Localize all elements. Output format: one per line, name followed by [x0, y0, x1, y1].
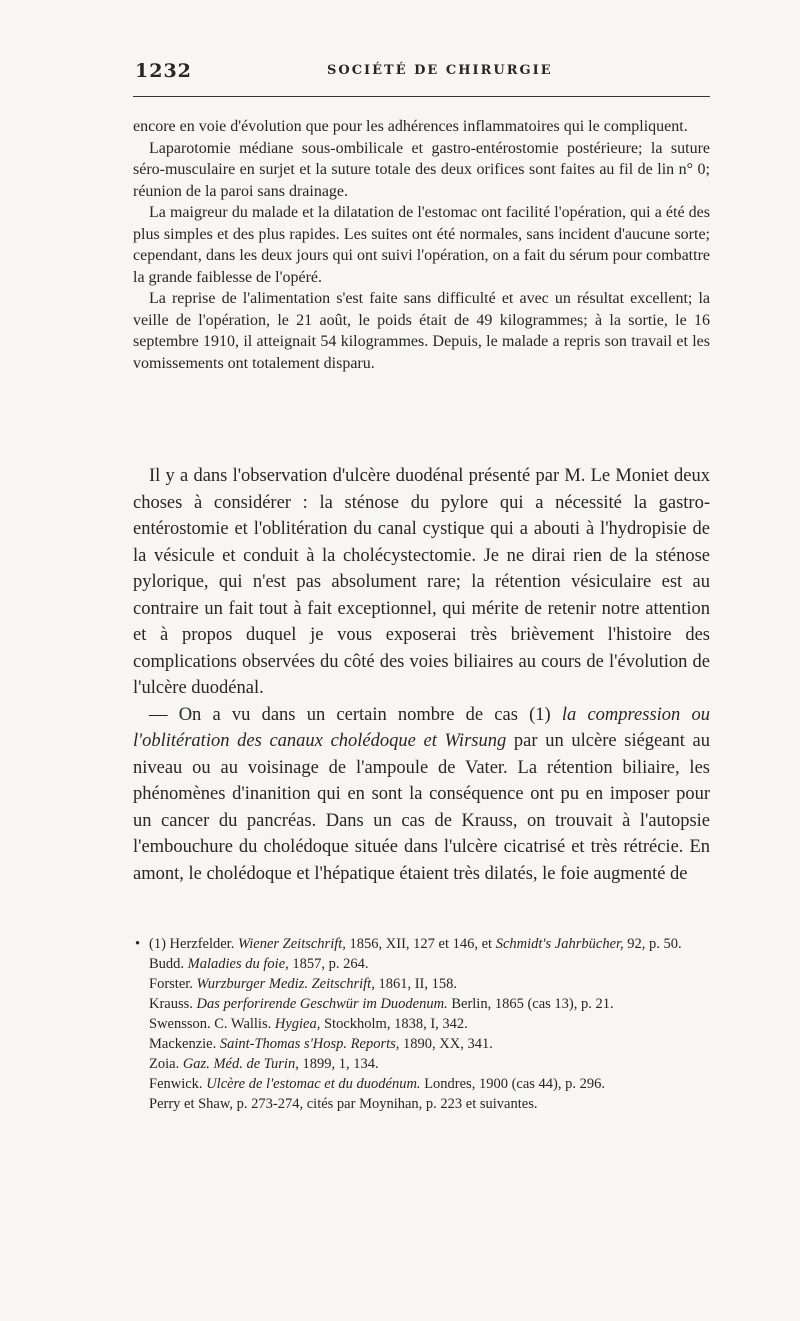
footnote: Swensson. C. Wallis. Hygiea, Stockholm, 1838, I, 342. — [149, 1016, 468, 1032]
footnote: Budd. Maladies du foie, 1857, p. 264. — [149, 956, 369, 972]
discussion-text — [133, 463, 710, 887]
page-header — [135, 60, 710, 88]
text-run: par un ulcère siégeant au niveau ou au voisinage de l'ampoule de Vater. La rétention biliaire, les phénomènes d'inanition qui en sont la conséquence ont pu en imposer pour un cancer du pancréas. Dans un cas de Krauss, on trouvait à l'autopsie l'embouchure du cholédoque située dans l'ulcère cicatrisé et très rétrécie. En amont, le cholédoque et l'hépatique étaient très dilatés, le foie augmenté de — [133, 731, 710, 884]
case-paragraph: La maigreur du malade et la dilatation de l'estomac ont facilité l'opération, qui a été des plus simples et des plus rapides. Les suites ont été normales, sans incident d'aucune sorte; cependant, dans les deux jours qui ont suivi l'opération, on a fait du sérum pour combattre la grande faiblesse de l'opéré. — [133, 204, 710, 286]
case-paragraph: Laparotomie médiane sous-ombilicale et gastro-entérostomie postérieure; la suture séro-musculaire en surjet et la suture totale des deux orifices sont faites au fil de lin n° 0; réunion de la paroi sans drainage. — [133, 139, 710, 200]
case-report-text — [133, 116, 710, 374]
footnote: • (1) Herzfelder. Wiener Zeitschrift, 1856, XII, 127 et 146, et Schmidt's Jahrbücher, 92, p. 50. — [133, 934, 710, 954]
footnote: Perry et Shaw, p. 273-274, cités par Moynihan, p. 223 et suivantes. — [149, 1096, 538, 1112]
page-number: 1232 — [135, 60, 192, 82]
footnote: Zoia. Gaz. Méd. de Turin, 1899, 1, 134. — [149, 1056, 379, 1072]
footnote: Mackenzie. Saint-Thomas s'Hosp. Reports, 1890, XX, 341. — [149, 1036, 493, 1052]
running-head: SOCIÉTÉ DE CHIRURGIE — [327, 63, 553, 78]
text-run: — On a vu dans un certain nombre de cas (1) — [149, 704, 562, 725]
case-paragraph: encore en voie d'évolution que pour les adhérences inflammatoires qui le compliquent. — [133, 118, 688, 135]
footnote: Forster. Wurzburger Mediz. Zeitschrift, 1861, II, 158. — [149, 976, 458, 992]
discussion-paragraph — [133, 702, 710, 888]
discussion-paragraph: Il y a dans l'observation d'ulcère duodénal présenté par M. Le Moniet deux choses à considérer : la sténose du pylore qui a nécessité la gastro-entérostomie et l'oblitération du canal cystique qui a abouti à l'hydropisie de la vésicule et conduit à la cholécystectomie. Je ne dirai rien de la sténose pylorique, qui n'est pas absolument rare; la rétention vésiculaire est au contraire un fait tout à fait exceptionnel, qui mérite de retenir notre attention et à propos duquel je vous exposerai très brièvement l'histoire des complications observées du côté des voies biliaires au cours de l'évolution de l'ulcère duodénal. — [133, 466, 710, 698]
footnotes — [133, 934, 710, 1114]
case-paragraph: La reprise de l'alimentation s'est faite sans difficulté et avec un résultat excellent; la veille de l'opération, le 21 août, le poids était de 49 kilogrammes; à la sortie, le 16 septembre 1910, il atteignait 54 kilogrammes. Depuis, le malade a repris son travail et les vomissements ont totalement disparu. — [133, 290, 710, 372]
footnote: Fenwick. Ulcère de l'estomac et du duodénum. Londres, 1900 (cas 44), p. 296. — [149, 1076, 605, 1092]
italic-text: la compression ou l'oblitération des canaux cholédoque et Wirsung — [133, 704, 710, 751]
footnote: Krauss. Das perforirende Geschwür im Duodenum. Berlin, 1865 (cas 13), p. 21. — [149, 996, 614, 1012]
header-rule — [133, 96, 710, 97]
bullet-mark: • — [135, 936, 141, 952]
